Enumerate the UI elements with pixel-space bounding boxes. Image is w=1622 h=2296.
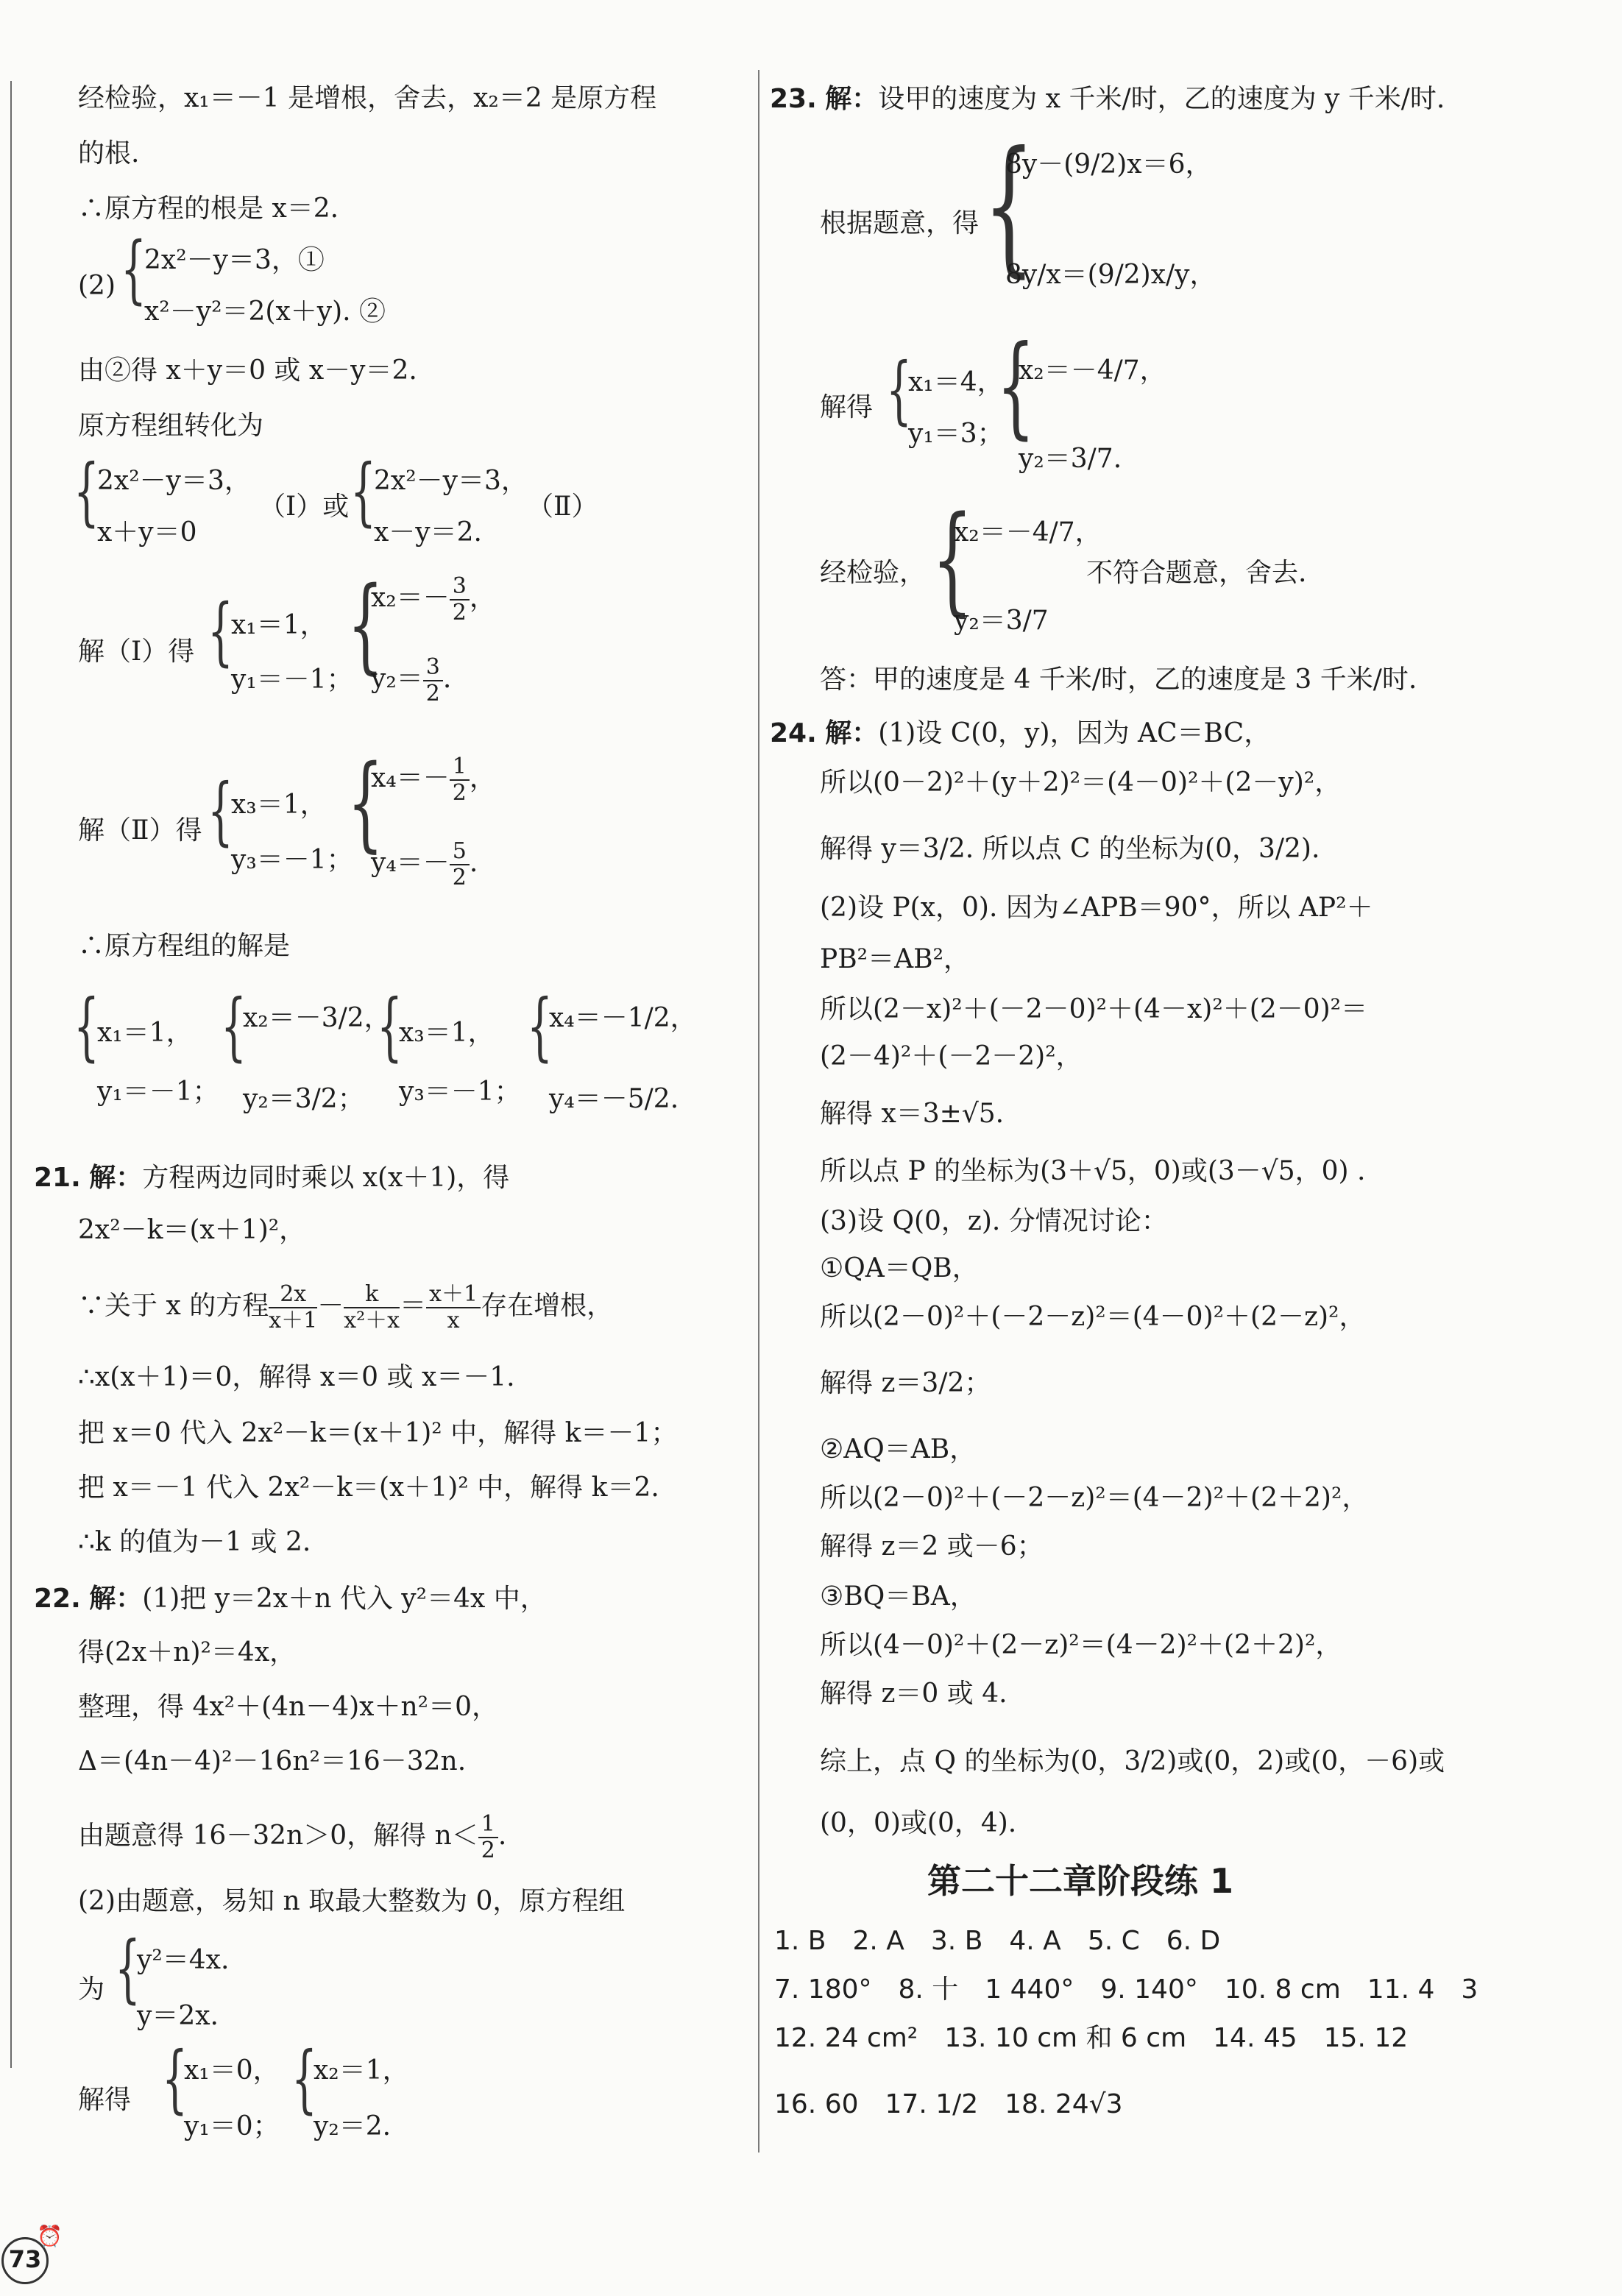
text-line: ∴k 的值为－1 或 2.	[78, 1527, 311, 1557]
question-24: 24. 解：(1)设 C(0，y)，因为 AC＝BC，	[770, 718, 1271, 748]
equation: x₂＝－4/7，	[954, 517, 1102, 548]
brace-icon: {	[347, 565, 383, 685]
equation: y₃＝－1；	[399, 1077, 521, 1107]
text-line: 不符合题意，舍去.	[1086, 558, 1307, 588]
text-line: ①QA＝QB，	[820, 1253, 979, 1283]
equation: x₃＝1，	[231, 790, 327, 820]
brace-icon: {	[886, 347, 912, 433]
text-line: 答：甲的速度是 4 千米/时，乙的速度是 3 千米/时.	[820, 665, 1417, 695]
equation: y₂＝ $\frac{3}{2}$ .	[371, 654, 452, 706]
text-line: 2x²－k＝(x＋1)²，	[78, 1215, 306, 1245]
equation: x＋y＝0	[97, 517, 197, 548]
brace-icon: {	[74, 448, 99, 534]
text-line: 解得 z＝3/2；	[820, 1368, 991, 1398]
text-line: 把 x＝0 代入 2x²－k＝(x＋1)² 中，解得 k＝－1；	[78, 1418, 678, 1448]
equation: x₁＝4，	[908, 367, 1004, 397]
text-line: 所以(4－0)²＋(2－z)²＝(4－2)²＋(2＋2)²，	[820, 1630, 1342, 1660]
equation: y₄＝－5/2.	[549, 1084, 679, 1114]
text-line: (2)设 P(x，0). 因为∠APB＝90°，所以 AP²＋	[820, 893, 1373, 923]
equation: x₄＝－ $\frac{1}{2}$ ，	[371, 754, 496, 806]
equation: y₂＝3/7	[954, 606, 1049, 636]
equation: 8y－(9/2)x＝6，	[1005, 149, 1212, 180]
text-line: 解得 x＝3±√5.	[820, 1099, 1005, 1129]
text-line: Δ＝(4n－4)²－16n²＝16－32n.	[78, 1746, 467, 1776]
column-divider	[758, 70, 759, 2152]
answer-row: 12. 24 cm² 13. 10 cm 和 6 cm 14. 45 15. 12	[774, 2023, 1409, 2053]
text-line: 由题意得 16－32n＞0，解得 n＜ $\frac{1}{2}$ .	[78, 1811, 507, 1863]
text-line: ③BQ＝BA，	[820, 1581, 977, 1612]
brace-icon: {	[996, 322, 1035, 450]
text-line: ∵关于 x 的方程 $\frac{2x}{x+1}$ － $\frac{k}{\text{x²＋x}}$ ＝ $\frac{x+1}{x}$ 存在增根，	[78, 1281, 614, 1333]
equation: y₁＝0；	[184, 2111, 280, 2141]
equation: x₂＝1，	[314, 2055, 409, 2086]
brace-icon: {	[121, 226, 146, 312]
answer-row: 7. 180° 8. 十 1 440° 9. 140° 10. 8 cm 11. 4 3	[774, 1974, 1478, 2005]
text-line: 根据题意，得	[820, 208, 980, 238]
text-line: 解（Ⅱ）得	[78, 815, 202, 846]
text-line: 解得	[820, 392, 874, 422]
text-line: (3)设 Q(0，z). 分情况讨论：	[820, 1206, 1168, 1236]
text-line: 所以(2－x)²＋(－2－0)²＋(4－x)²＋(2－0)²＝	[820, 994, 1368, 1024]
brace-icon: {	[350, 448, 376, 534]
text-line: ∴原方程组的解是	[78, 931, 291, 961]
equation: y₂＝3/7.	[1019, 444, 1122, 474]
equation: y₁＝3；	[908, 419, 1004, 449]
brace-icon: {	[208, 768, 233, 854]
text-line: 综上，点 Q 的坐标为(0，3/2)或(0，2)或(0，－6)或	[820, 1746, 1445, 1776]
text-line: 所以点 P 的坐标为(3＋√5，0)或(3－√5，0) .	[820, 1156, 1366, 1186]
text-line: 整理，得 4x²＋(4n－4)x＋n²＝0，	[78, 1692, 498, 1722]
text-line: （Ⅰ）或	[259, 492, 350, 522]
text-line: 解得 y＝3/2. 所以点 C 的坐标为(0，3/2).	[820, 834, 1320, 864]
equation: 2x²－y＝3，	[97, 466, 251, 496]
text-line: 经检验，x₁＝－1 是增根，舍去，x₂＝2 是原方程	[78, 83, 657, 113]
equation: y₄＝－ $\frac{5}{2}$ .	[371, 838, 478, 890]
text-line: ∴x(x＋1)＝0，解得 x＝0 或 x＝－1.	[78, 1362, 515, 1392]
text-line: (0，0)或(0，4).	[820, 1808, 1017, 1838]
equation: y＝2x.	[137, 2001, 219, 2031]
text-line: 把 x＝－1 代入 2x²－k＝(x＋1)² 中，解得 k＝2.	[78, 1473, 659, 1503]
text-line: 所以(2－0)²＋(－2－z)²＝(4－0)²＋(2－z)²，	[820, 1302, 1366, 1332]
text-line: ∴原方程的根是 x＝2.	[78, 194, 339, 224]
text-line: 原方程组转化为	[78, 411, 264, 441]
equation: y₂＝2.	[314, 2111, 392, 2141]
text-line: 所以(2－0)²＋(－2－z)²＝(4－2)²＋(2＋2)²，	[820, 1483, 1369, 1513]
equation: 2x²－y＝3，	[374, 466, 528, 496]
equation: 8y/x＝(9/2)x/y，	[1005, 260, 1216, 290]
equation: x₃＝1，	[399, 1018, 495, 1048]
brace-icon: {	[74, 983, 99, 1069]
text-line: (2－4)²＋(－2－2)²，	[820, 1041, 1083, 1071]
brace-icon: {	[291, 2035, 317, 2122]
left-margin-rule	[10, 81, 12, 2068]
brace-icon: {	[983, 120, 1035, 291]
equation: x₂＝－4/7，	[1019, 355, 1166, 386]
question-22: 22. 解：(1)把 y＝2x＋n 代入 y²＝4x 中，	[34, 1583, 547, 1614]
text-line: PB²＝AB²，	[820, 944, 970, 974]
answer-row: 1. B 2. A 3. B 4. A 5. C 6. D	[774, 1926, 1221, 1956]
equation: x₂＝－3/2，	[243, 1003, 391, 1033]
text-line: （Ⅱ）	[527, 492, 598, 522]
equation: x₁＝0，	[184, 2055, 280, 2086]
equation: x－y＝2.	[374, 517, 482, 548]
text-line: (2)由题意，易知 n 取最大整数为 0，原方程组	[78, 1886, 626, 1916]
brace-icon: {	[115, 1925, 141, 2011]
equation: y₃＝－1；	[231, 845, 353, 875]
equation: 2x²－y＝3，①	[144, 245, 325, 275]
equation: x₁＝1，	[97, 1018, 193, 1048]
text-line: 经检验，	[820, 558, 927, 588]
text-line: 所以(0－2)²＋(y＋2)²＝(4－0)²＋(2－y)²，	[820, 768, 1342, 798]
equation: y₁＝－1；	[231, 665, 353, 695]
text-line: 解得 z＝2 或－6；	[820, 1531, 1044, 1562]
text-line: 解得	[78, 2085, 132, 2115]
equation: x₂＝－ $\frac{3}{2}$ ，	[371, 573, 496, 626]
brace-icon: {	[932, 490, 973, 628]
equation: y²＝4x.	[137, 1945, 230, 1975]
answer-row: 16. 60 17. 1/2 18. 24√3	[774, 2089, 1123, 2119]
alarm-clock-icon: ⏰	[37, 2224, 63, 2248]
equation: y₂＝3/2；	[243, 1084, 364, 1114]
text-line: 得(2x＋n)²＝4x，	[78, 1637, 297, 1668]
question-21: 21. 解：方程两边同时乘以 x(x＋1)，得	[34, 1162, 510, 1193]
equation: x₁＝1，	[231, 610, 327, 640]
equation: x₄＝－1/2，	[549, 1003, 697, 1033]
equation: y₁＝－1；	[97, 1077, 219, 1107]
question-23: 23. 解：设甲的速度为 x 千米/时，乙的速度为 y 千米/时.	[770, 83, 1445, 114]
part-2-label: (2)	[78, 271, 116, 301]
brace-icon: {	[347, 743, 383, 863]
page-number: 73	[1, 2237, 49, 2284]
brace-icon: {	[208, 588, 233, 674]
brace-icon: {	[527, 983, 553, 1069]
text-line: 为	[78, 1974, 105, 2005]
brace-icon: {	[377, 983, 403, 1069]
text-line: ②AQ＝AB，	[820, 1434, 977, 1464]
brace-icon: {	[221, 983, 247, 1069]
equation: x²－y²＝2(x＋y). ②	[144, 297, 386, 327]
text-line: 解（Ⅰ）得	[78, 637, 195, 667]
text-line: 解得 z＝0 或 4.	[820, 1679, 1007, 1709]
text-line: 的根.	[78, 138, 140, 169]
brace-icon: {	[162, 2035, 188, 2122]
section-title: 第二十二章阶段练 1	[927, 1861, 1234, 1901]
text-line: 由②得 x＋y＝0 或 x－y＝2.	[78, 355, 417, 386]
